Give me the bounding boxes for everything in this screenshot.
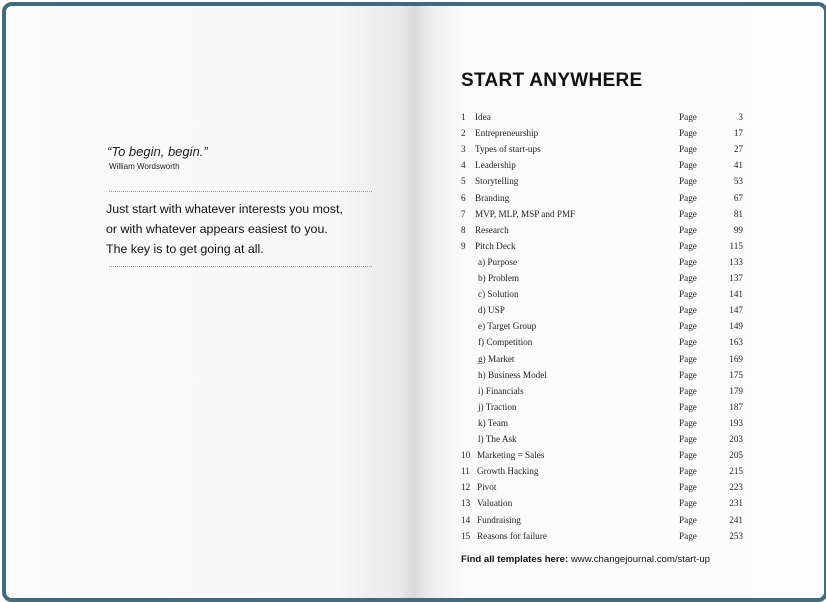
toc-row — [461, 515, 746, 531]
toc-row — [461, 241, 746, 257]
toc-page-word: Page — [679, 256, 697, 267]
toc-page-number: 147 — [729, 305, 743, 316]
toc-page-number: 223 — [729, 482, 743, 493]
toc-page-word: Page — [679, 385, 697, 396]
toc-page-word: Page — [679, 434, 697, 444]
toc-page-number: 99 — [733, 224, 743, 235]
toc-label: Reasons for failure — [477, 530, 547, 541]
toc-page-word: Page — [679, 112, 697, 122]
toc-page-word: Page — [679, 240, 697, 251]
toc-number: 7 — [461, 208, 466, 219]
toc-label: f) Competition — [478, 337, 533, 348]
toc-page-number: 231 — [729, 498, 743, 509]
toc-number: 5 — [461, 176, 466, 187]
toc-row — [461, 273, 746, 289]
left-page — [6, 6, 416, 598]
toc-page-number: 175 — [729, 369, 743, 380]
toc-page-number: 67 — [733, 192, 743, 203]
toc-page-word: Page — [679, 208, 697, 219]
toc-label: MVP, MLP, MSP and PMF — [475, 208, 576, 219]
toc-row — [461, 144, 746, 160]
toc-label: d) USP — [478, 305, 505, 316]
toc-label: Branding — [475, 192, 510, 203]
toc-page-word: Page — [679, 305, 697, 316]
toc-page-word: Page — [679, 144, 697, 155]
toc-page-number: 179 — [729, 385, 743, 396]
toc-label: i) Financials — [478, 385, 524, 396]
toc-page-number: 133 — [729, 256, 743, 267]
toc-row — [461, 498, 746, 514]
toc-number: 8 — [461, 224, 466, 235]
toc-number: 1 — [461, 112, 466, 122]
toc-page-word: Page — [679, 160, 697, 171]
toc-number: 3 — [461, 144, 466, 155]
toc-number: 6 — [461, 192, 466, 203]
toc-label: Marketing = Sales — [477, 450, 545, 461]
toc-page-number: 193 — [729, 417, 743, 428]
toc-label: Idea — [475, 112, 491, 122]
toc-page-number: 141 — [729, 289, 743, 300]
toc-number: 4 — [461, 160, 466, 171]
toc-page-word: Page — [679, 353, 697, 364]
toc-label: c) Solution — [478, 289, 519, 300]
toc-label: Valuation — [477, 498, 513, 509]
toc-row — [461, 289, 746, 305]
body-text-line-2: or with whatever appears easiest to you. — [106, 222, 328, 236]
toc-row — [461, 337, 746, 353]
toc-page-number: 187 — [729, 401, 743, 412]
toc-page-number: 27 — [733, 144, 743, 155]
toc-row — [461, 112, 746, 128]
toc-page-number: 3 — [738, 112, 743, 122]
toc-page-word: Page — [679, 273, 697, 283]
open-book — [2, 2, 826, 602]
quote: “To begin, begin.” — [107, 144, 208, 159]
toc-label: Types of start-ups — [475, 144, 541, 155]
footer-link[interactable]: www.changejournal.com/start-up — [570, 554, 711, 565]
toc-page-number: 115 — [729, 240, 743, 251]
toc-label: Pivot — [477, 482, 497, 493]
toc-page-number: 81 — [733, 208, 743, 219]
toc-row — [461, 482, 746, 498]
toc-page-number: 203 — [729, 434, 743, 444]
toc-page-word: Page — [679, 192, 697, 203]
toc-number: 14 — [461, 514, 471, 525]
toc-number: 13 — [461, 498, 471, 509]
toc-page-number: 241 — [729, 514, 743, 525]
toc-page-number: 149 — [729, 321, 743, 332]
toc-row — [461, 402, 746, 418]
body-text-line-1: Just start with whatever interests you most, — [106, 202, 343, 216]
toc-page-number: 17 — [733, 128, 743, 139]
toc-label: Research — [475, 224, 509, 235]
toc-row — [461, 321, 746, 337]
toc-page-number: 215 — [729, 466, 743, 477]
toc-number: 9 — [461, 240, 466, 251]
toc-number: 12 — [461, 482, 471, 493]
toc-row — [461, 257, 746, 273]
toc-page-word: Page — [679, 466, 697, 477]
templates-footer — [461, 554, 710, 565]
toc-label: l) The Ask — [478, 434, 517, 444]
toc-page-number: 53 — [733, 176, 743, 187]
dotted-divider-bottom — [109, 266, 372, 267]
toc-label: j) Traction — [478, 401, 517, 412]
toc-page-word: Page — [679, 482, 697, 493]
toc-row — [461, 531, 746, 547]
toc-page-word: Page — [679, 417, 697, 428]
toc-page-word: Page — [679, 514, 697, 525]
toc-page-word: Page — [679, 128, 697, 139]
toc-page-word: Page — [679, 450, 697, 461]
toc-row — [461, 466, 746, 482]
page-title: START ANYWHERE — [461, 70, 643, 91]
dotted-divider-top — [109, 191, 372, 192]
toc-page-word: Page — [679, 530, 697, 541]
toc-label: Storytelling — [475, 176, 519, 187]
toc-number: 2 — [461, 128, 466, 139]
toc-page-word: Page — [679, 498, 697, 509]
toc-page-number: 163 — [729, 337, 743, 348]
toc-label: Fundraising — [477, 514, 521, 525]
toc-row — [461, 160, 746, 176]
right-page — [416, 6, 824, 598]
toc-row — [461, 386, 746, 402]
toc-page-word: Page — [679, 401, 697, 412]
toc-page-number: 253 — [729, 530, 743, 541]
toc-label: k) Team — [478, 417, 509, 428]
toc-page-word: Page — [679, 369, 697, 380]
toc-row — [461, 418, 746, 434]
toc-page-word: Page — [679, 321, 697, 332]
toc-row — [461, 176, 746, 192]
toc-page-number: 137 — [729, 273, 743, 283]
toc-number: 15 — [461, 530, 471, 541]
toc-row — [461, 193, 746, 209]
toc-page-word: Page — [679, 176, 697, 187]
toc-row — [461, 225, 746, 241]
toc-page-number: 41 — [733, 160, 743, 171]
toc-label: Entrepreneurship — [475, 128, 539, 139]
quote-author: William Wordsworth — [109, 162, 180, 171]
toc-number: 10 — [461, 450, 471, 461]
toc-row — [461, 434, 746, 450]
toc-label: Leadership — [475, 160, 516, 171]
toc-page-word: Page — [679, 337, 697, 348]
toc-label: Pitch Deck — [475, 240, 516, 251]
toc-label: g) Market — [478, 353, 515, 364]
toc-label: b) Problem — [478, 273, 520, 283]
toc-label: e) Target Group — [478, 321, 537, 332]
toc-number: 11 — [461, 466, 470, 477]
toc-row — [461, 209, 746, 225]
toc-page-word: Page — [679, 224, 697, 235]
toc-row — [461, 305, 746, 321]
toc-row — [461, 354, 746, 370]
toc-label: a) Purpose — [478, 256, 518, 267]
toc-page-number: 205 — [729, 450, 743, 461]
toc-page-number: 169 — [729, 353, 743, 364]
toc-row — [461, 128, 746, 144]
body-text-line-3: The key is to get going at all. — [106, 242, 264, 256]
footer-label: Find all templates here: — [461, 554, 569, 565]
toc-label: h) Business Model — [478, 369, 547, 380]
toc-row — [461, 450, 746, 466]
toc-page-word: Page — [679, 289, 697, 300]
toc-row — [461, 370, 746, 386]
toc-label: Growth Hacking — [477, 466, 539, 477]
